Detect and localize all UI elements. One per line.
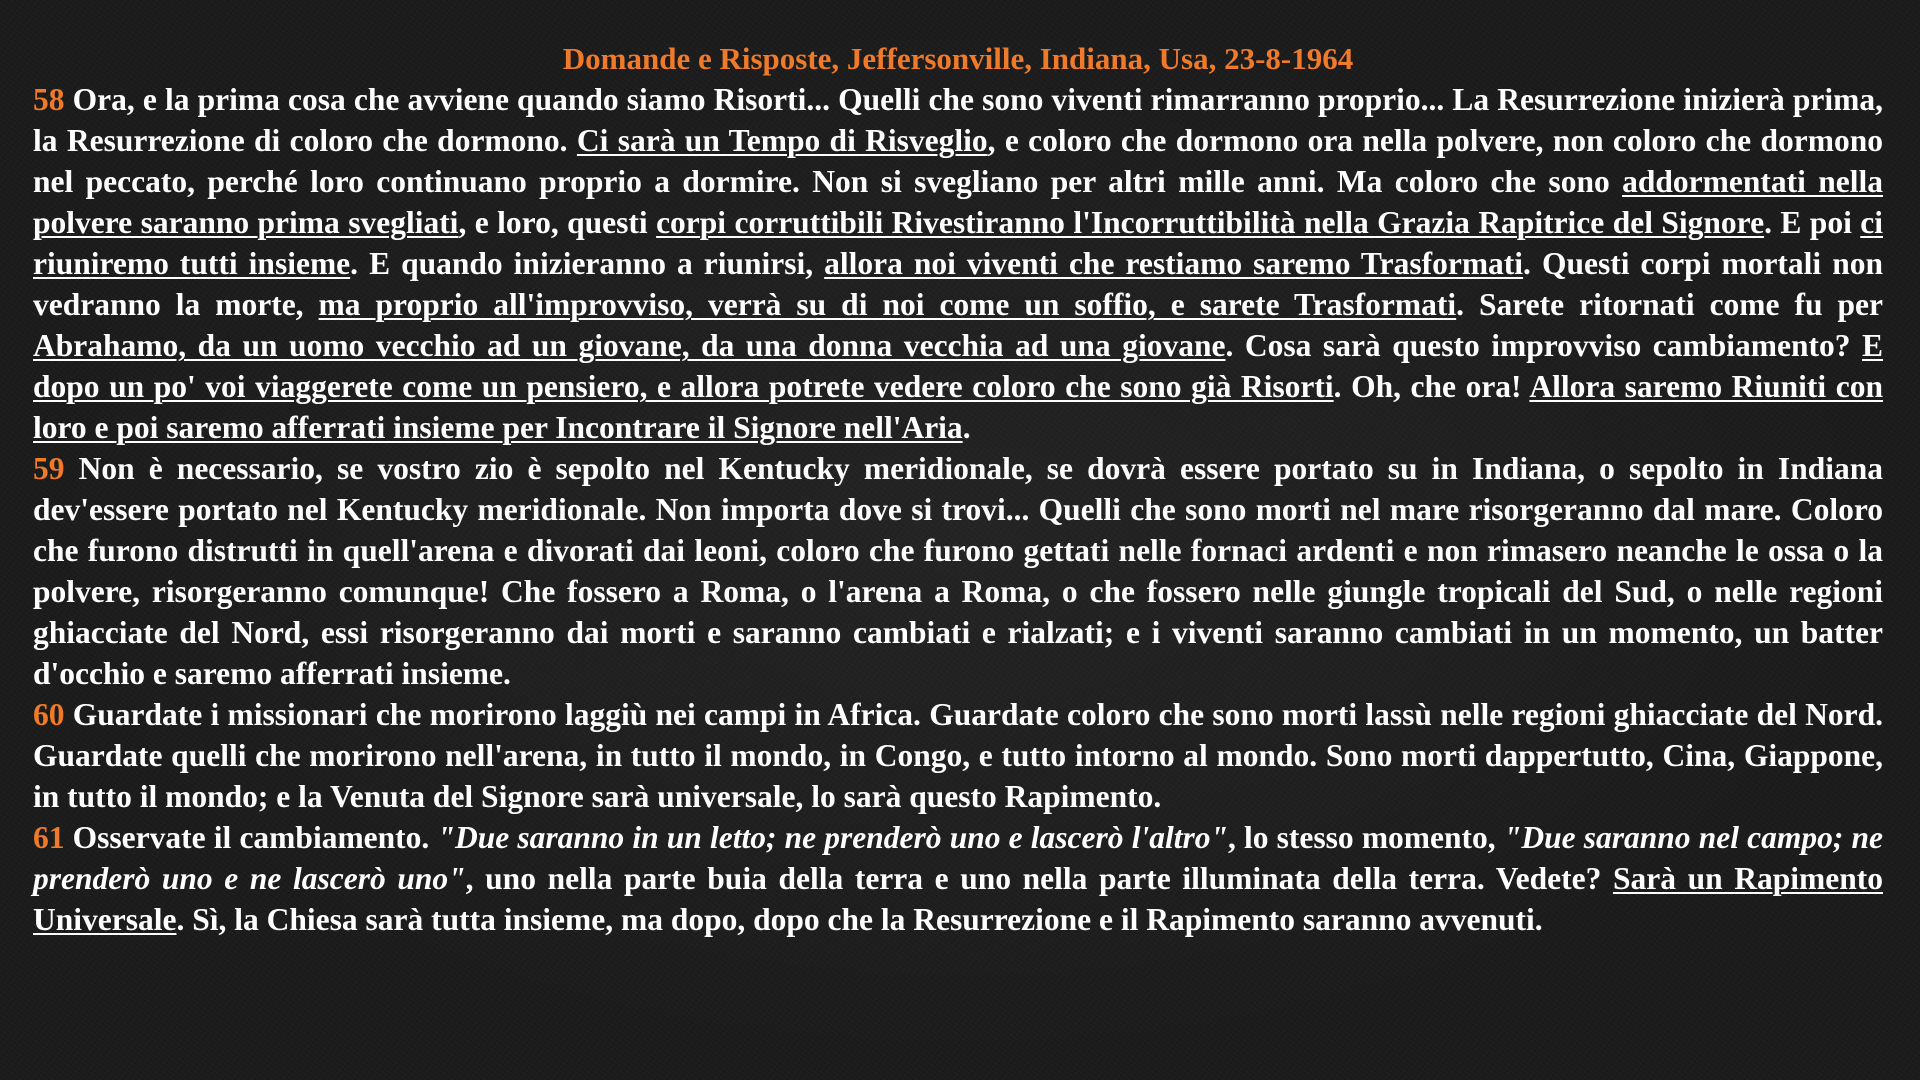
text-segment: , e loro, questi	[458, 205, 657, 240]
text-segment: . Questi corpi mortali non vedranno la morte,	[33, 246, 1883, 322]
italic-quote: "Due saranno nel campo; ne prenderò uno e ne lascerò uno"	[33, 820, 1884, 896]
paragraph-58	[33, 79, 1883, 448]
italic-quote: "Due saranno in un letto; ne prenderò uno e lascerò l'altro"	[437, 820, 1228, 855]
underlined-passage: Ci sarà un Tempo di Risveglio	[576, 123, 988, 158]
underlined-passage: addormentati nella polvere saranno prima svegliati	[33, 164, 1883, 240]
underlined-passage: corpi corruttibili Rivestiranno l'Incorruttibilità nella Grazia Rapitrice del Signore	[656, 205, 1765, 240]
paragraph-number: 59	[33, 451, 65, 486]
underlined-passage: ci riuniremo tutti insieme	[33, 205, 1883, 281]
text-segment: . Sarete ritornati come fu per	[1456, 287, 1883, 322]
text-segment: , e coloro che dormono ora nella polvere, non coloro che dormono nel peccato, perché loro continuano proprio a dormire. Non si svegliano per altri mille anni. Ma coloro che sono	[33, 123, 1883, 199]
paragraph-number: 60	[33, 697, 65, 732]
paragraph-number: 58	[33, 82, 65, 117]
text-segment: . Oh, che ora!	[1333, 369, 1530, 404]
document-page	[33, 38, 1883, 1068]
text-segment: . Sì, la Chiesa sarà tutta insieme, ma dopo, dopo che la Resurrezione e il Rapimento saranno avvenuti.	[176, 902, 1543, 937]
paragraph-60	[33, 694, 1883, 817]
document-title: Domande e Risposte, Jeffersonville, Indiana, Usa, 23-8-1964	[562, 41, 1354, 76]
underlined-passage: Sarà un Rapimento Universale	[33, 861, 1883, 937]
paragraph-59	[33, 448, 1883, 694]
text-segment: Non è necessario, se vostro zio è sepolto nel Kentucky meridionale, se dovrà essere portato su in Indiana, o sepolto in Indiana dev'essere portato nel Kentucky meridionale. Non importa dove si trovi... Quelli che sono morti nel mare risorgeranno dal mare. Coloro che furono distrutti in quell'arena e divorati dai leoni, coloro che furono gettati nelle fornaci ardenti e non rimasero neanche le ossa o la polvere, risorgeranno comunque! Che fossero a Roma, o l'arena a Roma, o che fossero nelle giungle tropicali del Sud, o nelle regioni ghiacciate del Nord, essi risorgeranno dai morti e saranno cambiati e rialzati; e i viventi saranno cambiati in un momento, un batter d'occhio e saremo afferrati insieme.	[33, 451, 1883, 691]
text-segment: , lo stesso momento,	[1227, 820, 1504, 855]
paragraph-number: 61	[33, 820, 65, 855]
text-segment: . Cosa sarà questo improvviso cambiamento?	[1225, 328, 1862, 363]
text-segment: . E poi	[1764, 205, 1861, 240]
text-segment: Osservate il cambiamento.	[64, 820, 438, 855]
underlined-passage: E dopo un po' voi viaggerete come un pensiero, e allora potrete vedere coloro che sono già Risorti	[33, 328, 1884, 404]
underlined-passage: Allora saremo Riuniti con loro e poi saremo afferrati insieme per Incontrare il Signore nell'Aria	[33, 369, 1883, 445]
text-segment: Ora, e la prima cosa che avviene quando siamo Risorti... Quelli che sono viventi rimarranno proprio... La Resurrezione inizierà prima, la Resurrezione di coloro che dormono.	[33, 82, 1883, 158]
underlined-passage: Abrahamo, da un uomo vecchio ad un giovane, da una donna vecchia ad una giovane	[33, 328, 1226, 363]
text-segment: , uno nella parte buia della terra e uno nella parte illuminata della terra. Vedete?	[465, 861, 1613, 896]
text-segment: .	[962, 410, 971, 445]
paragraph-61	[33, 817, 1883, 940]
text-segment: Guardate i missionari che morirono laggiù nei campi in Africa. Guardate coloro che sono morti lassù nelle regioni ghiacciate del Nord. Guardate quelli che morirono nell'arena, in tutto il mondo, in Congo, e tutto intorno al mondo. Sono morti dappertutto, Cina, Giappone, in tutto il mondo; e la Venuta del Signore sarà universale, lo sarà questo Rapimento.	[33, 697, 1883, 814]
underlined-passage: ma proprio all'improvviso, verrà su di noi come un soffio, e sarete Trasformati	[318, 287, 1457, 322]
underlined-passage: allora noi viventi che restiamo saremo Trasformati	[824, 246, 1524, 281]
text-segment: . E quando inizieranno a riunirsi,	[350, 246, 825, 281]
